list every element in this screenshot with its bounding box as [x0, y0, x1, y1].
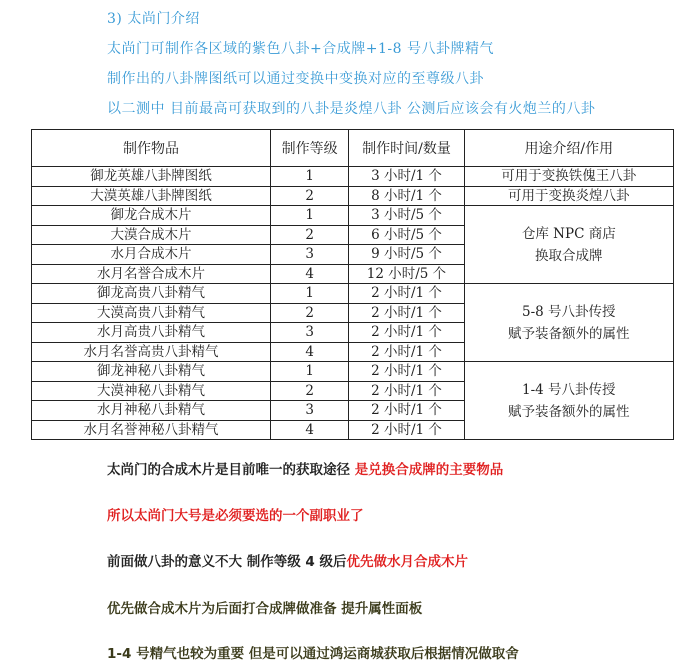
cell-level: 1 — [270, 362, 348, 382]
note-5: 1-4 号精气也较为重要 但是可以通过鸿运商城获取后根据情况做取舍 — [107, 646, 519, 662]
cell-item: 御龙高贵八卦精气 — [32, 284, 271, 304]
cell-time: 8 小时/1 个 — [349, 186, 464, 206]
note-1-highlight: 是兑换合成牌的主要物品 — [354, 462, 504, 478]
cell-level: 2 — [270, 225, 348, 245]
section-heading: 3) 太尚门介绍 — [107, 11, 200, 27]
cell-item: 水月合成木片 — [32, 245, 271, 265]
cell-level: 4 — [270, 264, 348, 284]
note-3-text: 前面做八卦的意义不大 制作等级 4 级后 — [107, 554, 347, 570]
cell-time: 6 小时/5 个 — [349, 225, 464, 245]
cell-item: 御龙合成木片 — [32, 206, 271, 226]
cell-item: 大漠合成木片 — [32, 225, 271, 245]
use-line: 赋予装备额外的属性 — [508, 403, 630, 420]
note-3-highlight: 优先做水月合成木片 — [346, 554, 468, 570]
header-item: 制作物品 — [32, 130, 271, 167]
cell-item: 大漠高贵八卦精气 — [32, 303, 271, 323]
use-line: 1-4 号八卦传授 — [522, 381, 616, 398]
cell-item: 大漠神秘八卦精气 — [32, 381, 271, 401]
table-header — [32, 130, 674, 167]
intro-line-1: 太尚门可制作各区域的紫色八卦+合成牌+1-8 号八卦牌精气 — [107, 41, 494, 57]
cell-time: 12 小时/5 个 — [349, 264, 464, 284]
table-row — [32, 206, 674, 226]
use-line: 换取合成牌 — [535, 247, 603, 264]
cell-level: 1 — [270, 284, 348, 304]
table-row — [32, 284, 674, 304]
table-row — [32, 167, 674, 187]
cell-time: 2 小时/1 个 — [349, 381, 464, 401]
cell-time: 2 小时/1 个 — [349, 362, 464, 382]
note-4: 优先做合成木片为后面打合成牌做准备 提升属性面板 — [107, 601, 423, 617]
cell-time: 2 小时/1 个 — [349, 284, 464, 304]
cell-time: 3 小时/1 个 — [349, 167, 464, 187]
table-row — [32, 186, 674, 206]
cell-level: 1 — [270, 206, 348, 226]
cell-time: 2 小时/1 个 — [349, 401, 464, 421]
intro-line-3: 以二测中 目前最高可获取到的八卦是炎煌八卦 公测后应该会有火炮兰的八卦 — [107, 101, 596, 117]
cell-item: 水月名誉合成木片 — [32, 264, 271, 284]
cell-time: 2 小时/1 个 — [349, 303, 464, 323]
cell-item: 大漠英雄八卦牌图纸 — [32, 186, 271, 206]
cell-use: 可用于变换铁傀王八卦 — [464, 167, 673, 187]
cell-time: 2 小时/1 个 — [349, 342, 464, 362]
cell-item: 御龙神秘八卦精气 — [32, 362, 271, 382]
cell-level: 3 — [270, 323, 348, 343]
intro-line-2: 制作出的八卦牌图纸可以通过变换中变换对应的至尊级八卦 — [107, 71, 484, 87]
cell-time: 2 小时/1 个 — [349, 420, 464, 440]
use-line: 仓库 NPC 商店 — [521, 225, 616, 242]
cell-use-noble — [464, 284, 673, 362]
header-level: 制作等级 — [270, 130, 348, 167]
cell-item: 水月名誉高贵八卦精气 — [32, 342, 271, 362]
cell-level: 2 — [270, 303, 348, 323]
cell-use: 可用于变换炎煌八卦 — [464, 186, 673, 206]
use-line: 5-8 号八卦传授 — [522, 303, 616, 320]
cell-item: 水月名誉神秘八卦精气 — [32, 420, 271, 440]
cell-level: 4 — [270, 420, 348, 440]
cell-level: 3 — [270, 245, 348, 265]
cell-level: 3 — [270, 401, 348, 421]
note-1-text: 太尚门的合成木片是目前唯一的获取途径 — [107, 462, 355, 478]
cell-item: 水月神秘八卦精气 — [32, 401, 271, 421]
cell-use-wood — [464, 206, 673, 284]
crafting-table — [31, 129, 674, 440]
cell-level: 2 — [270, 186, 348, 206]
note-1 — [107, 458, 503, 478]
cell-level: 4 — [270, 342, 348, 362]
cell-level: 1 — [270, 167, 348, 187]
note-3 — [107, 550, 468, 570]
use-line: 赋予装备额外的属性 — [508, 325, 630, 342]
cell-time: 9 小时/5 个 — [349, 245, 464, 265]
cell-level: 2 — [270, 381, 348, 401]
cell-time: 2 小时/1 个 — [349, 323, 464, 343]
header-time: 制作时间/数量 — [349, 130, 464, 167]
table-row — [32, 362, 674, 382]
cell-item: 水月高贵八卦精气 — [32, 323, 271, 343]
cell-use-mystic — [464, 362, 673, 440]
header-use: 用途介绍/作用 — [464, 130, 673, 167]
cell-item: 御龙英雄八卦牌图纸 — [32, 167, 271, 187]
note-2: 所以太尚门大号是必须要选的一个副职业了 — [107, 508, 364, 524]
cell-time: 3 小时/5 个 — [349, 206, 464, 226]
